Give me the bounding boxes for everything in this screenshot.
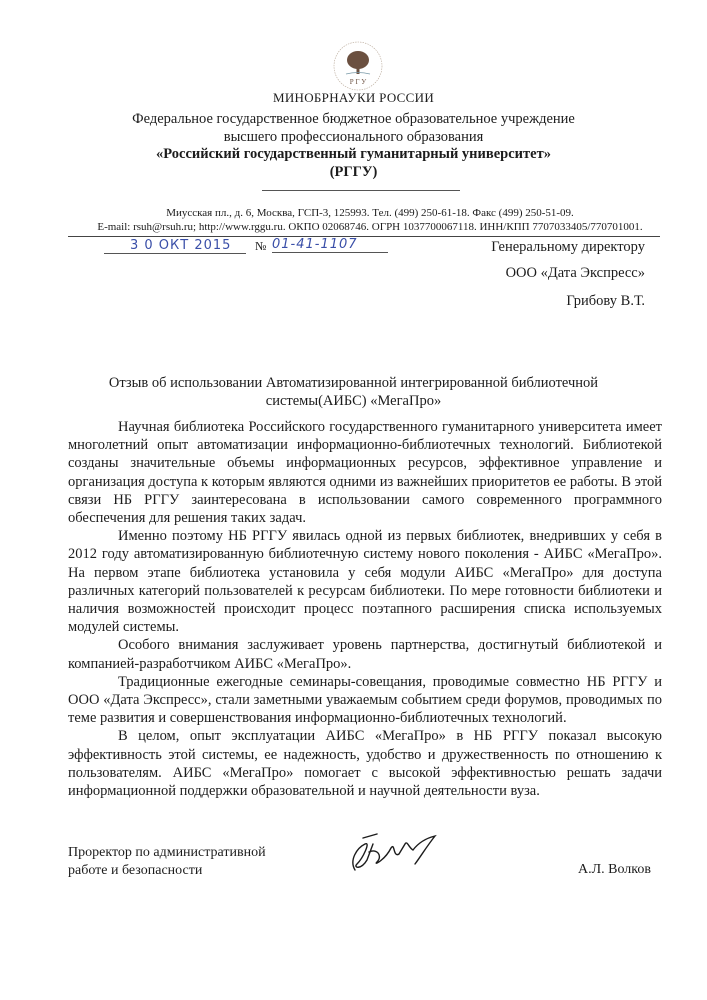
body-paragraph: В целом, опыт эксплуатации АИБС «МегаПро» в НБ РГГУ показал высокую эффективность этой системы, ее надежность, удобство и дружественность по отношению к пользователям. АИБС «МегаПро» помогает с высокой эффективностью решать задачи информационной поддержки образовательной и научной деятельности вуза. bbox=[68, 728, 662, 800]
body-paragraph: Именно поэтому НБ РГГУ явилась одной из первых библиотек, внедривших у себя в 2012 году автоматизированную библиотечную систему нового поколения - АИБС «МегаПро». На первом этапе библиотека установила у себя модули АИБС «МегаПро» для доступа различных категорий пользователей к ресурсам библиотеки. По мере готовности библиотеки и наличия возможностей происходит процесс поэтапного расширения списка используемых модулей системы. bbox=[68, 528, 662, 636]
body-paragraph: Научная библиотека Российского государственного гуманитарного университета имеет многолетний опыт автоматизации информационно-библиотечных технологий. Библиотекой созданы значительные объемы информационных ресурсов, эффективное управление и организация доступа к которым являются одними из важнейших приоритетов ее работы. В этой связи НБ РГГУ заинтересована в использовании самого современного программного обеспечения для решения таких задач. bbox=[68, 419, 662, 527]
signatory-name: А.Л. Волков bbox=[578, 862, 651, 877]
letter-body bbox=[68, 418, 662, 800]
org-type-line2: высшего профессионального образования bbox=[223, 129, 484, 145]
university-logo bbox=[332, 40, 384, 92]
svg-text:Р Г У: Р Г У bbox=[349, 78, 367, 86]
signatory-role-line1: Проректор по административной bbox=[68, 845, 266, 860]
recipient-position: Генеральному директору bbox=[491, 239, 645, 255]
signatory-role bbox=[68, 844, 266, 880]
org-abbreviation: (РГГУ) bbox=[329, 164, 378, 180]
recipient-company: ООО «Дата Экспресс» bbox=[505, 265, 645, 281]
org-type-line1: Федеральное государственное бюджетное образовательное учреждение bbox=[132, 111, 575, 127]
address-line-2: E-mail: rsuh@rsuh.ru; http://www.rggu.ru. ОКПО 02068746. ОГРН 1037700067118. ИНН/КПП 7707033405/770701001. bbox=[97, 221, 643, 233]
date-stamp: 3 0 ОКТ 2015 bbox=[104, 238, 246, 254]
body-paragraph: Традиционные ежегодные семинары-совещания, проводимые совместно НБ РГГУ и ООО «Дата Экспресс», стали заметными уважаемым событием среди форумов, проводимых по теме развития и совершенствования информационно-библиотечных технологий. bbox=[68, 673, 662, 727]
letter-title bbox=[0, 374, 707, 410]
title-line-2: системы(АИБС) «МегаПро» bbox=[265, 393, 442, 409]
ministry-name: МИНОБРНАУКИ РОССИИ bbox=[272, 90, 435, 105]
recipient-name: Грибову В.Т. bbox=[566, 293, 645, 309]
handwritten-signature-icon bbox=[343, 830, 443, 875]
signatory-role-line2: работе и безопасности bbox=[68, 863, 203, 878]
body-paragraph: Особого внимания заслуживает уровень партнерства, достигнутый библиотекой и компанией-разработчиком АИБС «МегаПро». bbox=[68, 637, 662, 672]
outgoing-number: 01-41-1107 bbox=[272, 237, 388, 253]
org-name: «Российский государственный гуманитарный университет» bbox=[156, 146, 551, 162]
rggu-emblem-tree-icon bbox=[332, 40, 384, 92]
header-divider bbox=[262, 190, 460, 191]
title-line-1: Отзыв об использовании Автоматизированной интегрированной библиотечной bbox=[108, 375, 599, 391]
address-line-1: Миусская пл., д. 6, Москва, ГСП-3, 125993. Тел. (499) 250-61-18. Факс (499) 250-51-09. bbox=[166, 207, 574, 219]
number-label: № bbox=[255, 239, 267, 253]
